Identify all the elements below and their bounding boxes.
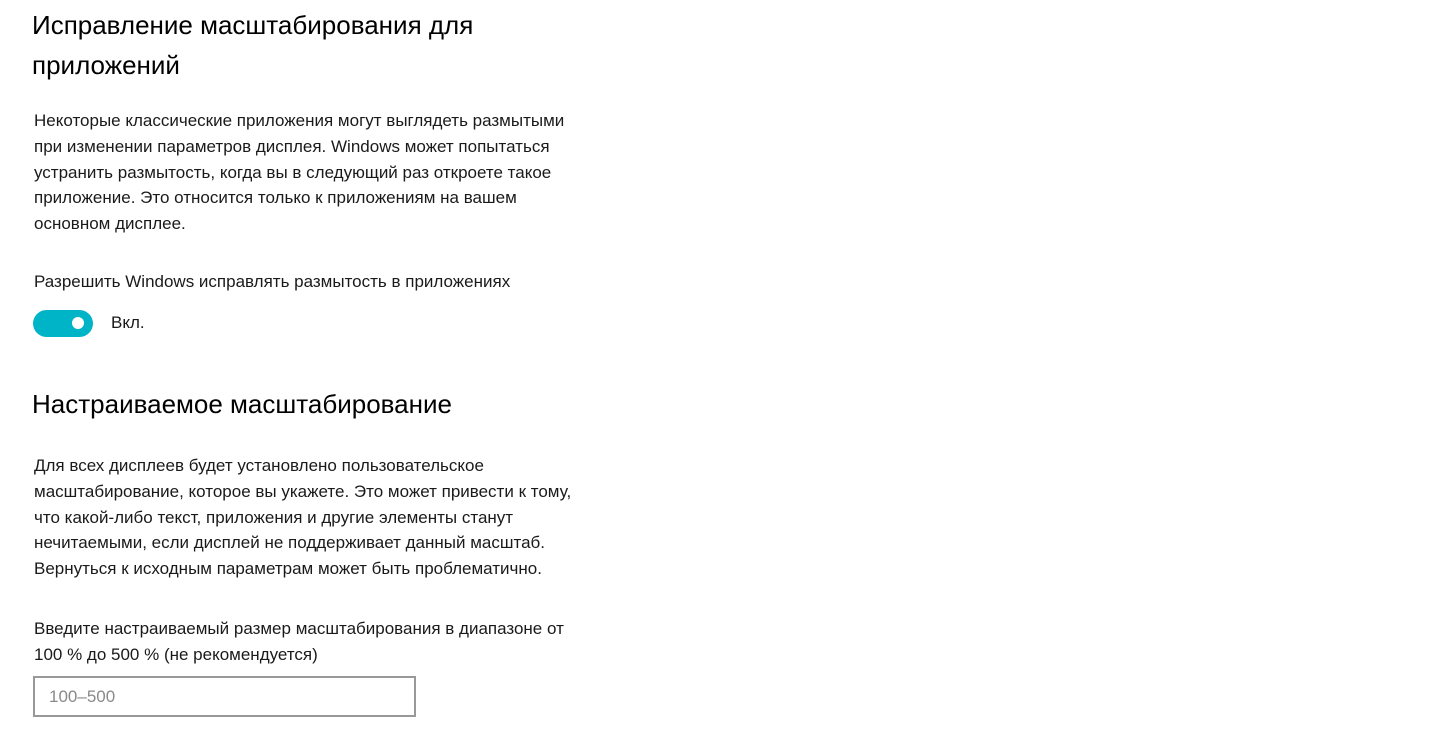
toggle-state-text: Вкл. [111, 313, 145, 332]
description-line: Для всех дисплеев будет установлено пользовательское [34, 456, 484, 475]
fix-scaling-heading-line-2: приложений [32, 50, 180, 80]
description-line: устранить размытость, когда вы в следующий раз откроете такое [34, 162, 552, 182]
fix-blurry-apps-toggle[interactable] [33, 310, 93, 337]
prompt-line: Введите настраиваемый размер масштабирования в диапазоне от [34, 619, 564, 638]
fix-scaling-description [34, 108, 564, 237]
fix-blurry-toggle-row [33, 309, 145, 337]
description-line: Некоторые классические приложения могут выглядеть размытыми [34, 111, 565, 130]
description-line: масштабирование, которое вы укажете. Это может привести к тому, [34, 481, 572, 501]
fix-scaling-heading [32, 5, 552, 85]
custom-scaling-heading: Настраиваемое масштабирование [32, 389, 452, 419]
custom-scaling-input[interactable] [33, 676, 416, 717]
description-line: что какой-либо текст, приложения и другие элементы станут [34, 507, 514, 527]
description-line: Вернуться к исходным параметрам может быть проблематично. [34, 559, 542, 579]
description-line: при изменении параметров дисплея. Windows может попытаться [34, 136, 550, 156]
custom-scaling-description [34, 453, 571, 582]
description-line: основном дисплее. [34, 214, 186, 234]
prompt-line: 100 % до 500 % (не рекомендуется) [34, 644, 318, 664]
toggle-knob [72, 317, 84, 329]
description-line: нечитаемыми, если дисплей не поддерживает данный масштаб. [34, 533, 546, 553]
fix-blurry-toggle-label: Разрешить Windows исправлять размытость в приложениях [34, 272, 511, 291]
custom-scaling-input-prompt [34, 616, 564, 668]
description-line: приложение. Это относится только к приложениям на вашем [34, 188, 517, 208]
fix-scaling-heading-line-1: Исправление масштабирования для [32, 10, 474, 40]
